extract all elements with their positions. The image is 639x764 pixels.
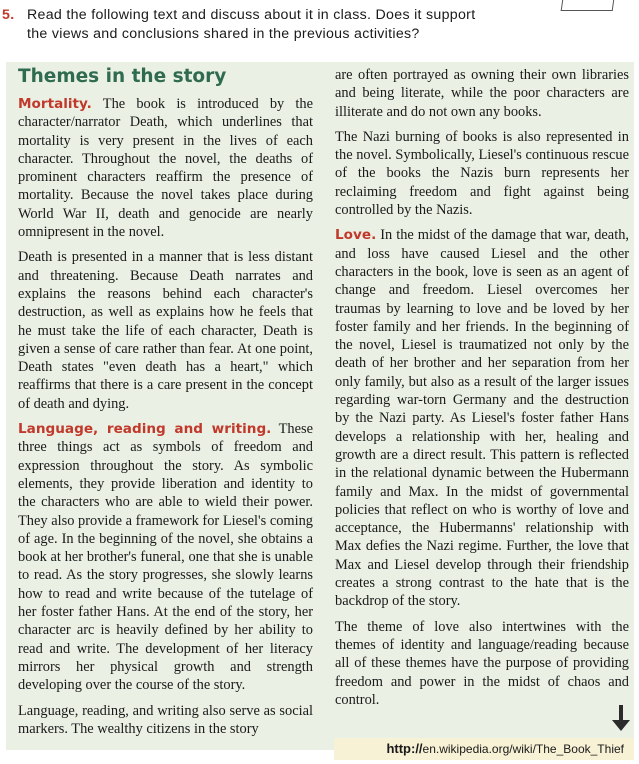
death-paragraph: Death is presented in a manner that is less distant and threatening. Because Death narrates and explains the reasons behind each character's destruction, as well as explains how he feels that he must take the life of each character, Death is given a sense of care rather than fear. At one point, Death states "even death has a heart," which reaffirms that there is a care present in the concept of death and dying.: [18, 249, 313, 412]
language-paragraph: [18, 420, 313, 694]
arrow-down-icon: [609, 704, 633, 732]
social-markers-paragraph-end: are often portrayed as owning their own libraries and being literate, while the poor characters are illiterate and do not own any books.: [335, 67, 629, 120]
love-themes-paragraph: The theme of love also intertwines with the themes of identity and language/reading because all of these themes have the purpose of providing freedom and power in the midst of chaos and control.: [335, 618, 629, 708]
term-language: Language, reading and writing.: [18, 421, 272, 438]
exercise-number: 5.: [2, 7, 15, 23]
left-column: [18, 66, 313, 745]
source-link[interactable]: [386, 741, 624, 756]
book-box-icon: [561, 0, 616, 11]
instruction-line-1: Read the following text and discuss about it in class. Does it support: [27, 7, 476, 23]
term-mortality: Mortality.: [18, 96, 92, 112]
right-column: [335, 66, 629, 716]
source-link-bar: [334, 738, 634, 760]
term-love: Love.: [335, 227, 377, 244]
book-burning-paragraph: The Nazi burning of books is also represented in the novel. Symbolically, Liesel's continuous rescue of the books the Nazis burn represents her reclaiming freedom and fight against being controlled by the Nazis.: [335, 128, 629, 219]
language-text: These three things act as symbols of freedom and expression throughout the story. As symbolic elements, they provide liberation and identity to the characters who are able to wield their power. They also provide a framework for Liesel's coming of age. In the beginning of the novel, she obtains a book at her brother's funeral, one that she is unable to read. As the story progresses, she slowly learns how to read and write because of the tutelage of her foster father Hans. At the end of the story, her character arc is heavily defined by her ability to read and write. The development of her literacy mirrors her physical growth and strength developing over the course of the story.: [18, 421, 313, 694]
article-panel: [6, 62, 634, 750]
love-text: In the midst of the damage that war, death, and loss have caused Liesel and the other characters in the book, love is seen as an agent of change and freedom. Liesel overcomes her traumas by learning to love and be loved by her foster family and her friends. In the beginning of the novel, Liesel is traumatized not only by the death of her brother and her separation from her only family, but also as a result of the larger issues regarding war-torn Germany and the destruction by the Nazi party. As Liesel's foster father Hans develops a relationship with her, healing and growth are a direct result. This pattern is reflected in the relational dynamic between the Hubermann family and Max. In the midst of governmental policies that reflect on who is worthy of love and acceptance, the Hubermanns' relationship with Max defies the Nazi regime. Further, the love that Max and Liesel develop through their friendship creates a strong contrast to the hate that is the backdrop of the story.: [335, 227, 629, 610]
source-protocol: http://: [386, 741, 423, 756]
social-markers-paragraph-start: Language, reading, and writing also serve as social markers. The wealthy citizens in the story: [18, 702, 313, 737]
mortality-paragraph: [18, 95, 313, 241]
love-paragraph: [335, 226, 629, 610]
source-url: en.wikipedia.org/wiki/The_Book_Thief: [422, 742, 624, 756]
instruction-line-2: the views and conclusions shared in the previous activities?: [27, 26, 420, 42]
article-title: Themes in the story: [18, 66, 227, 87]
mortality-text: The book is introduced by the character/narrator Death, which underlines that mortality is very present in the lives of each character. Throughout the novel, the deaths of prominent characters reaffirm the presence of mortality. Because the novel takes place during World War II, death and genocide are nearly omnipresent in the novel.: [18, 96, 313, 241]
